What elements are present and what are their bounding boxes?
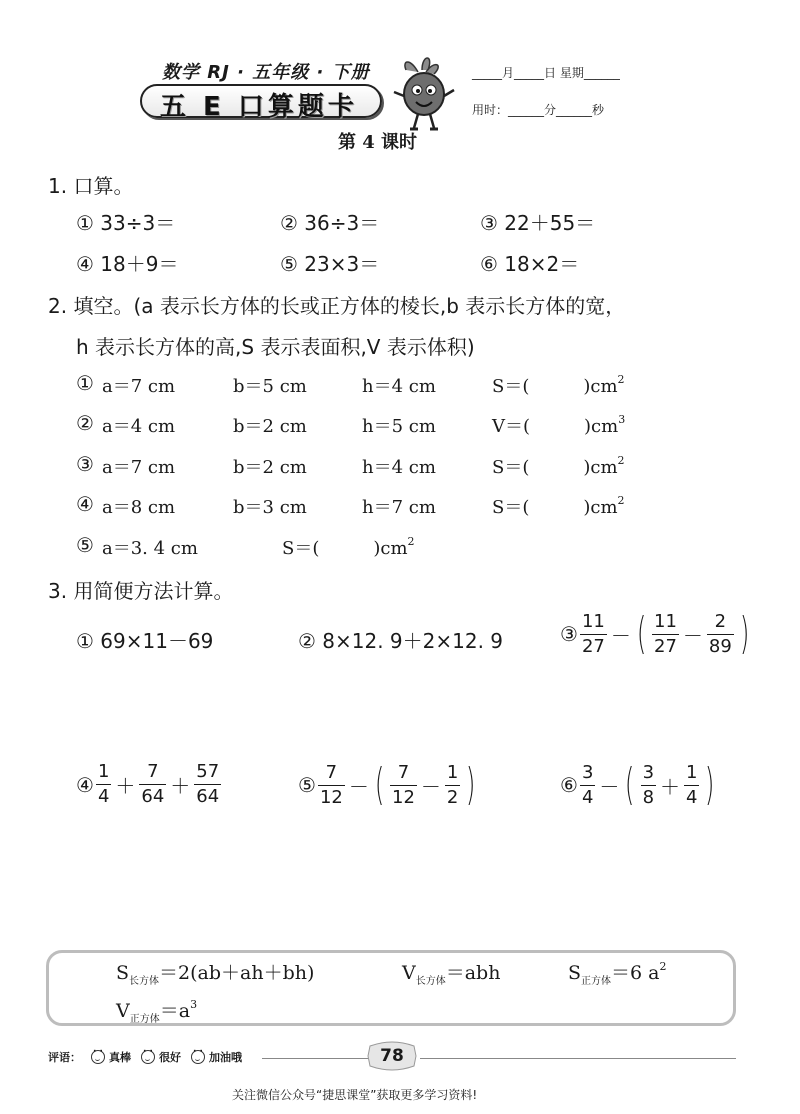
footer-divider-right bbox=[420, 1058, 736, 1059]
fraction: $\frac{7}{12}$ bbox=[392, 761, 415, 808]
q2-row3-b: b＝2 cm bbox=[233, 457, 307, 478]
q1-item-3: ③ 22＋55＝ bbox=[480, 211, 596, 235]
q2-row3-h: h＝4 cm bbox=[362, 457, 436, 478]
book-series: 数学 RJ · 五年级 · 下册 bbox=[162, 62, 370, 83]
review-option-great: 真棒 bbox=[109, 1051, 131, 1064]
q2-row5-number: ⑤ bbox=[76, 533, 94, 557]
formula-cube-surface: $S_{正方体}=6$ $a^2$ bbox=[568, 960, 667, 987]
q2-row5-answer: S＝( )$cm^2$ bbox=[282, 535, 415, 559]
fraction: $\frac{1}{2}$ bbox=[446, 761, 459, 808]
fraction: $\frac{7}{64}$ bbox=[141, 761, 165, 807]
q1-item-6: ⑥ 18×2＝ bbox=[480, 252, 580, 276]
review-option-good: 很好 bbox=[159, 1051, 181, 1064]
q2-row2-h: h＝5 cm bbox=[362, 416, 436, 437]
review-section bbox=[48, 1049, 242, 1065]
q3-problem-5-number: ⑤ bbox=[298, 773, 316, 797]
q2-row2-b: b＝2 cm bbox=[233, 416, 307, 437]
q1-item-5: ⑤ 23×3＝ bbox=[280, 252, 380, 276]
footer-note: 关注微信公众号“捷思课堂”获取更多学习资料! bbox=[232, 1088, 478, 1102]
q3-problem-5: ⑤ $\frac{7}{12}$ － ( $\frac{7}{12}$ － $\frac{1}{2}$ ) bbox=[298, 759, 476, 810]
q2-row3-answer: S＝( )$cm^2$ bbox=[492, 454, 625, 478]
date-field: _____月_____日 星期______ bbox=[472, 66, 620, 80]
q2-row1-b: b＝5 cm bbox=[233, 376, 307, 397]
q3-problem-4-number: ④ bbox=[76, 772, 94, 797]
q1-heading: 1. 口算。 bbox=[48, 174, 134, 198]
q3-problem-4: ④ $\frac{1}{4}$ ＋ $\frac{7}{64}$ ＋ $\frac{57}{64}$ bbox=[76, 761, 220, 807]
radish-mascot-icon bbox=[388, 52, 460, 132]
q2-row4-b: b＝3 cm bbox=[233, 497, 307, 518]
q2-row2-number: ② bbox=[76, 411, 94, 435]
q3-heading: 3. 用简便方法计算。 bbox=[48, 579, 234, 603]
smiley-face-icon bbox=[91, 1050, 105, 1064]
fraction: $\frac{7}{12}$ bbox=[319, 761, 343, 808]
q2-row1-number: ① bbox=[76, 371, 94, 395]
q2-heading-line2: h 表示长方体的高,S 表示表面积,V 表示体积) bbox=[76, 335, 475, 359]
fraction: $\frac{11}{27}$ bbox=[581, 610, 605, 657]
review-option-keep-going: 加油哦 bbox=[209, 1051, 242, 1064]
page-title: 五 E 口算题卡 bbox=[160, 92, 358, 122]
q1-item-4: ④ 18＋9＝ bbox=[76, 252, 179, 276]
footer-divider-left bbox=[262, 1058, 372, 1059]
formula-cube-volume: $V_{正方体}=a^3$ bbox=[116, 998, 198, 1025]
fraction: $\frac{1}{4}$ bbox=[97, 761, 110, 807]
page-number: 78 bbox=[380, 1046, 404, 1066]
review-label: 评语： bbox=[48, 1051, 81, 1064]
time-used-field: 用时：______分______秒 bbox=[472, 103, 605, 117]
q2-row1-answer: S＝( )$cm^2$ bbox=[492, 373, 625, 397]
fraction: $\frac{2}{89}$ bbox=[708, 610, 732, 657]
q3-problem-2: ② 8×12. 9＋2×12. 9 bbox=[298, 629, 504, 653]
q2-row2-answer: V＝( )$cm^3$ bbox=[492, 413, 626, 437]
q2-row4-number: ④ bbox=[76, 492, 94, 516]
q3-problem-1: ① 69×11－69 bbox=[76, 629, 214, 653]
q3-problem-6-number: ⑥ bbox=[560, 773, 578, 797]
smiley-face-icon bbox=[141, 1050, 155, 1064]
fraction: $\frac{3}{8}$ bbox=[642, 761, 655, 808]
q1-item-1: ① 33÷3＝ bbox=[76, 211, 176, 235]
smiley-face-icon bbox=[191, 1050, 205, 1064]
fraction: $\frac{3}{4}$ bbox=[581, 761, 594, 808]
q3-problem-6: ⑥ $\frac{3}{4}$ － ( $\frac{3}{8}$ ＋ $\frac{1}{4}$ ) bbox=[560, 759, 715, 810]
q2-row1-a: a＝7 cm bbox=[102, 376, 176, 397]
fraction: $\frac{57}{64}$ bbox=[196, 761, 220, 807]
q2-row1-h: h＝4 cm bbox=[362, 376, 436, 397]
formula-cuboid-volume: $V_{长方体}=abh$ bbox=[402, 962, 501, 987]
q2-row4-answer: S＝( )$cm^2$ bbox=[492, 494, 625, 518]
fraction: $\frac{1}{4}$ bbox=[686, 761, 698, 808]
fraction: $\frac{11}{27}$ bbox=[654, 610, 677, 657]
q1-item-2: ② 36÷3＝ bbox=[280, 211, 380, 235]
q2-row4-h: h＝7 cm bbox=[362, 497, 436, 518]
lesson-number: 第 4 课时 bbox=[338, 132, 418, 153]
q3-problem-3-number: ③ bbox=[560, 622, 578, 646]
q2-row3-a: a＝7 cm bbox=[102, 457, 176, 478]
q2-row5-a: a＝3. 4 cm bbox=[102, 538, 198, 559]
q2-row4-a: a＝8 cm bbox=[102, 497, 176, 518]
q2-row3-number: ③ bbox=[76, 452, 94, 476]
q2-row2-a: a＝4 cm bbox=[102, 416, 176, 437]
q3-problem-3: ③ $\frac{11}{27}$ － ( $\frac{11}{27}$ － $\frac{2}{89}$ ) bbox=[560, 608, 750, 659]
formula-cuboid-surface: $S_{长方体}=2(ab+ah+bh)$ bbox=[116, 962, 315, 987]
q2-heading-line1: 2. 填空。(a 表示长方体的长或正方体的棱长,b 表示长方体的宽， bbox=[48, 294, 626, 318]
